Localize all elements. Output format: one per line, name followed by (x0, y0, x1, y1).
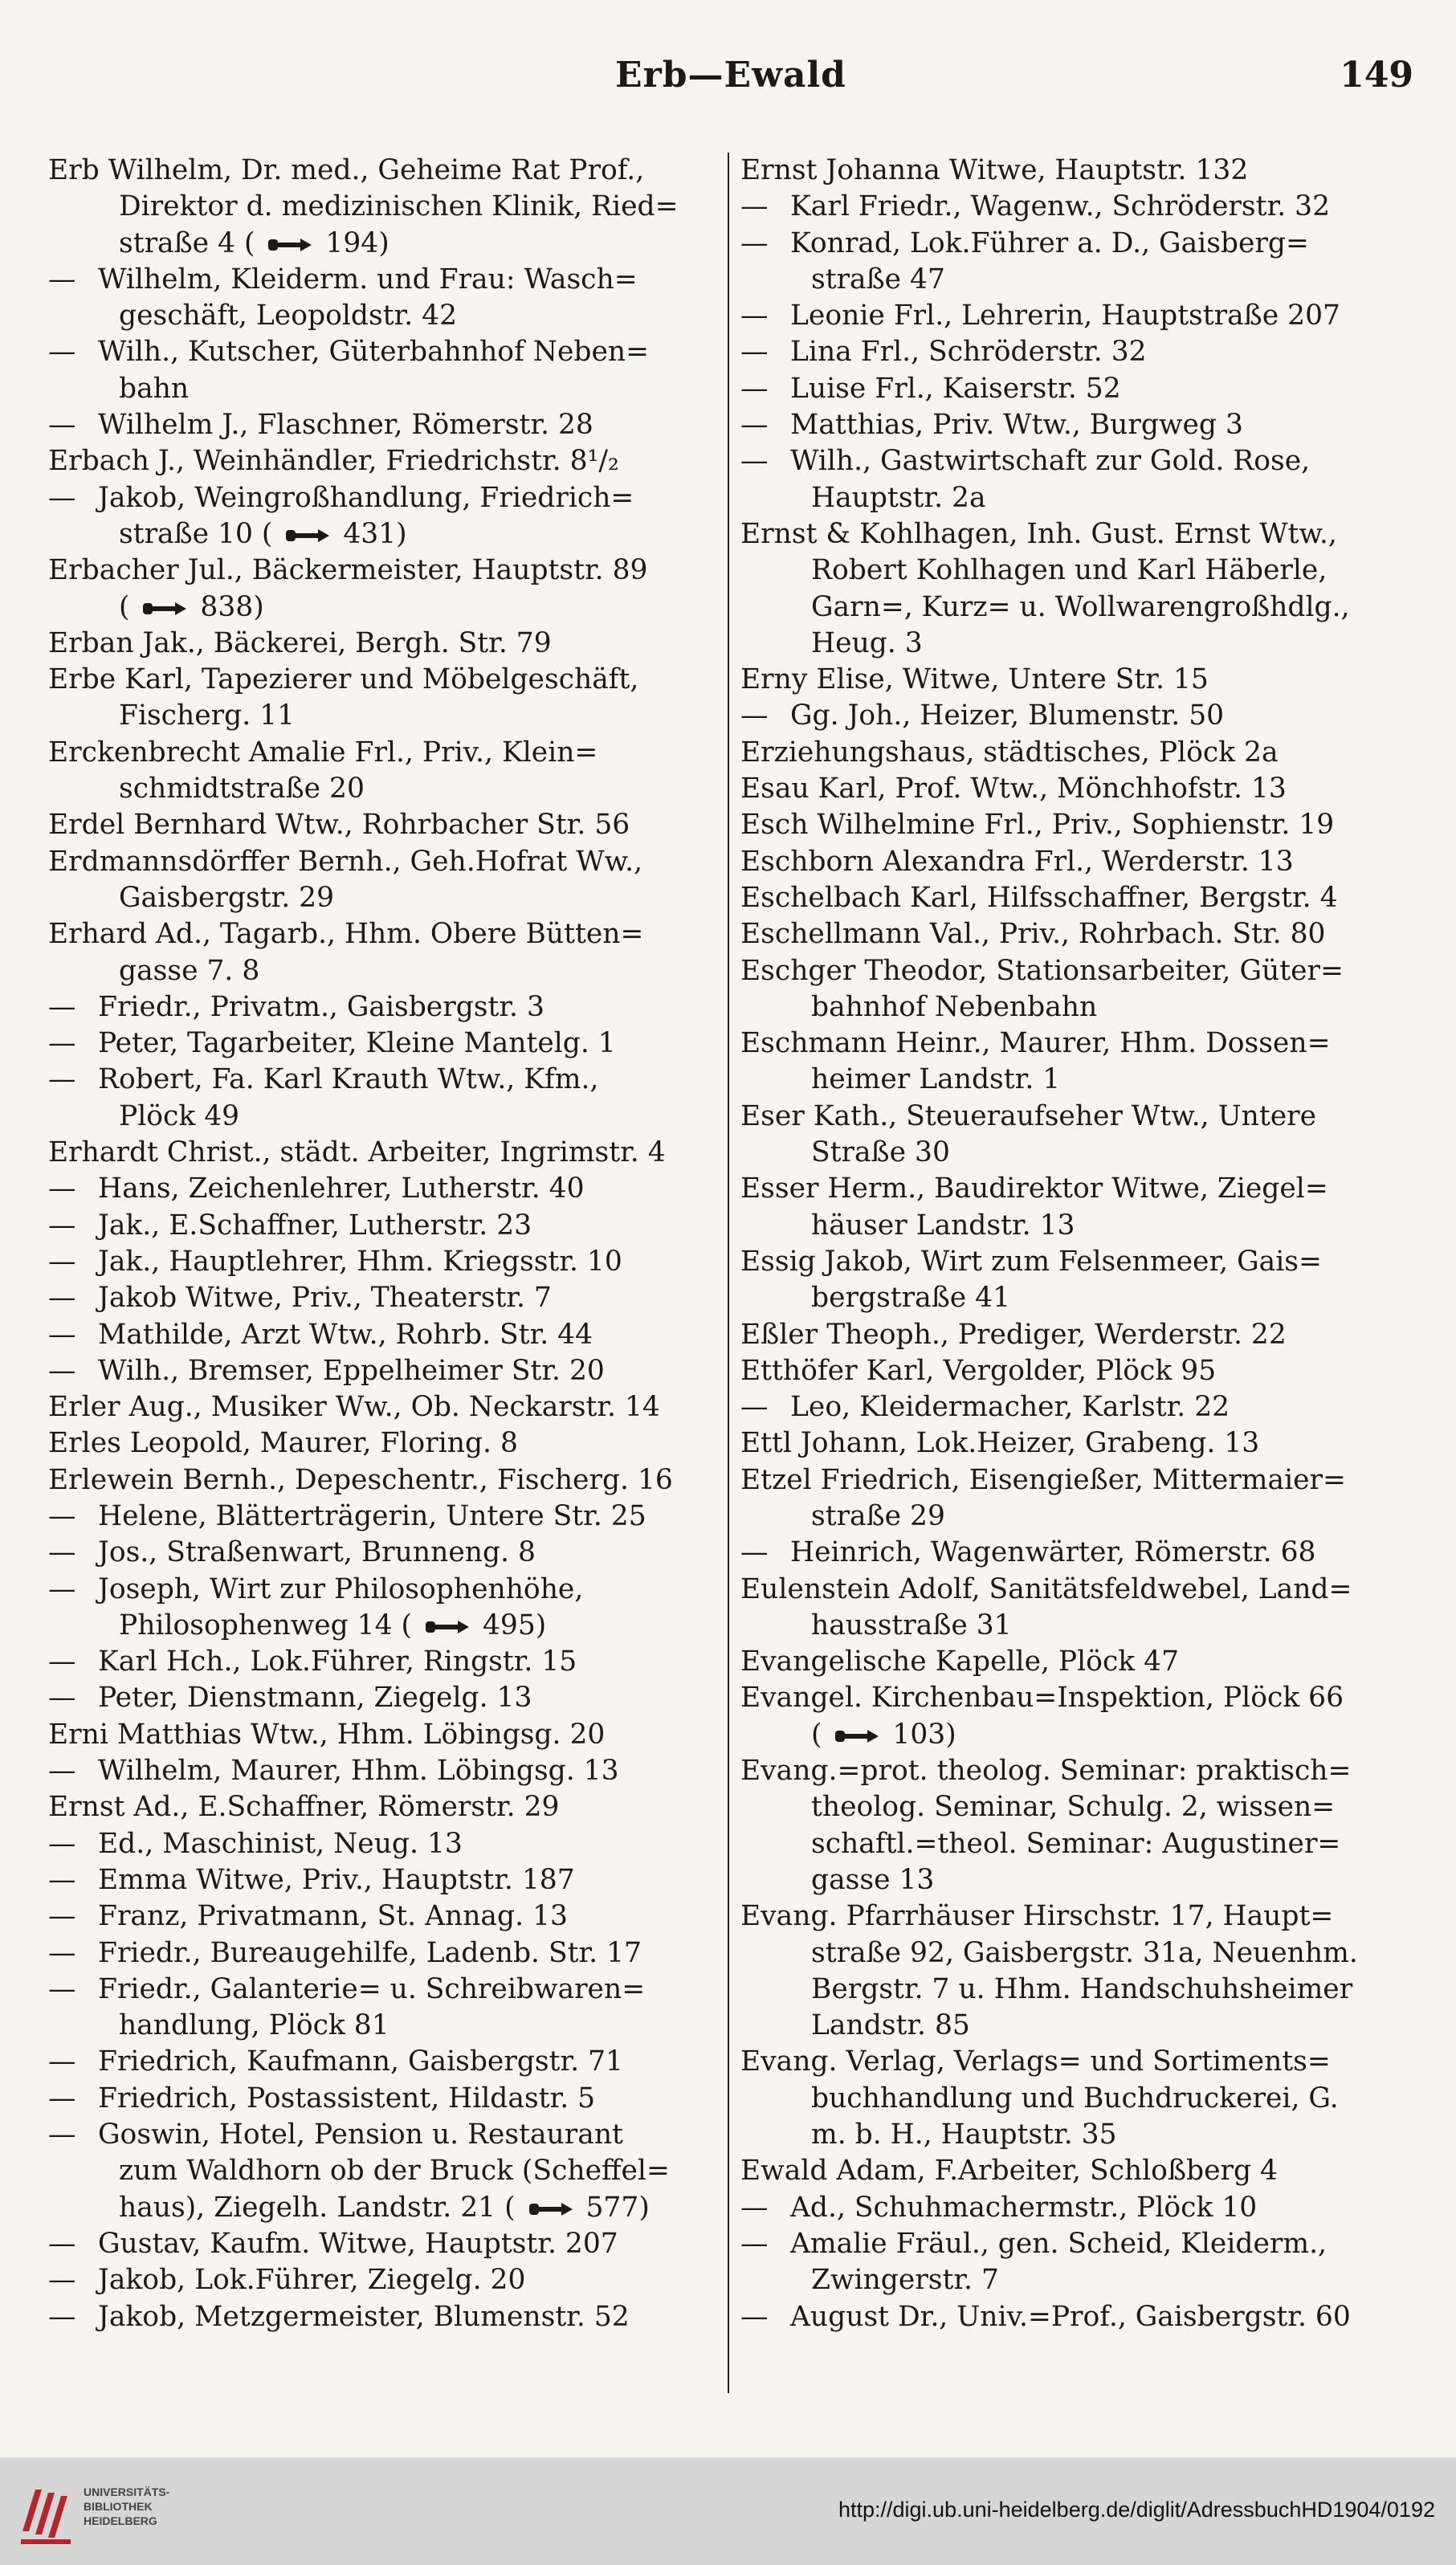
directory-entry (740, 2153, 1417, 2189)
entry-line: Friedr., Privatm., Gaisbergstr. 3 (98, 990, 544, 1023)
directory-entry (740, 1353, 1417, 1389)
entry-line: Wilhelm J., Flaschner, Römerstr. 28 (98, 409, 593, 442)
directory-entry (48, 262, 723, 335)
entry-line: Jakob, Lok.Führer, Ziegelg. 20 (98, 2264, 526, 2297)
entry-line: Leo, Kleidermacher, Karlstr. 22 (790, 1391, 1230, 1424)
directory-entry (740, 407, 1417, 443)
entry-line: Erbach J., Weinhändler, Friedrichstr. 8¹/₂ (48, 445, 619, 478)
entry-line: Erhardt Christ., städt. Arbeiter, Ingrimstr. 4 (48, 1136, 666, 1169)
entry-line: straße 4 ( 194) (119, 226, 389, 259)
right-column (740, 153, 1417, 2335)
entry-line: handlung, Plöck 81 (119, 2009, 389, 2042)
entry-line: Eulenstein Adolf, Sanitätsfeldwebel, Land= (740, 1572, 1352, 1605)
repeat-dash: — (740, 409, 769, 442)
telephone-icon (528, 2200, 574, 2218)
entry-line: straße 29 (811, 1499, 945, 1532)
directory-entry (48, 407, 723, 443)
repeat-dash: — (48, 1282, 76, 1315)
repeat-dash: — (48, 2227, 76, 2260)
directory-entry (740, 1680, 1417, 1753)
entry-line: Wilhelm, Kleiderm. und Frau: Wasch= (98, 263, 638, 296)
repeat-dash: — (48, 2082, 76, 2114)
repeat-dash: — (48, 2300, 76, 2333)
entry-line: Erziehungshaus, städtisches, Plöck 2a (740, 736, 1279, 769)
repeat-dash: — (48, 1755, 76, 1788)
repeat-dash: — (48, 1936, 76, 1969)
directory-entry (740, 1898, 1417, 2044)
entry-line: Eschmann Heinr., Maurer, Hhm. Dossen= (740, 1027, 1331, 1060)
entry-line: Plöck 49 (119, 1099, 240, 1132)
entry-line: ( 838) (119, 590, 264, 623)
directory-entry (48, 153, 723, 262)
directory-entry (48, 844, 723, 917)
entry-line: Erles Leopold, Maurer, Floring. 8 (48, 1427, 518, 1460)
directory-entry (740, 662, 1417, 698)
entry-line: haus), Ziegelh. Landstr. 21 ( 577) (119, 2191, 650, 2224)
directory-entry (48, 1572, 723, 1645)
repeat-dash: — (48, 1354, 76, 1387)
directory-entry (48, 1062, 723, 1135)
entry-line: Jak., Hauptlehrer, Hhm. Kriegsstr. 10 (98, 1245, 622, 1278)
repeat-dash: — (48, 1536, 76, 1569)
directory-entry (740, 1753, 1417, 1898)
directory-entry (48, 1317, 723, 1353)
directory-entry (48, 1425, 723, 1462)
entry-line: Konrad, Lok.Führer a. D., Gaisberg= (790, 226, 1309, 259)
entry-line: straße 10 ( 431) (119, 517, 407, 550)
university-library-logo (18, 2475, 77, 2547)
directory-entry (48, 1644, 723, 1680)
directory-entry (740, 371, 1417, 407)
entry-line: schaftl.=theol. Seminar: Augustiner= (811, 1827, 1341, 1860)
entry-line: zum Waldhorn ob der Bruck (Scheffel= (119, 2155, 670, 2188)
repeat-dash: — (48, 1827, 76, 1860)
entry-line: August Dr., Univ.=Prof., Gaisbergstr. 60 (790, 2300, 1351, 2333)
entry-line: Jakob Witwe, Priv., Theaterstr. 7 (98, 1282, 552, 1315)
library-name: UNIVERSITÄTS- BIBLIOTHEK HEIDELBERG (84, 2485, 170, 2527)
entry-line: Erni Matthias Wtw., Hhm. Löbingsg. 20 (48, 1718, 606, 1751)
directory-entry (48, 1789, 723, 1825)
entry-line: Heug. 3 (811, 626, 923, 659)
directory-entry (740, 1244, 1417, 1317)
directory-entry (48, 1717, 723, 1753)
directory-entry (48, 735, 723, 808)
directory-entry (48, 807, 723, 843)
entry-line: schmidtstraße 20 (119, 773, 365, 805)
directory-entry (48, 1753, 723, 1789)
entry-line: Friedr., Galanterie= u. Schreibwaren= (98, 1972, 646, 2005)
directory-entry (740, 334, 1417, 370)
entry-line: Ernst Johanna Witwe, Hauptstr. 132 (740, 154, 1249, 186)
entry-line: ( 103) (811, 1718, 956, 1751)
directory-entry (48, 334, 723, 407)
entry-line: Karl Friedr., Wagenw., Schröderstr. 32 (790, 190, 1331, 223)
entry-line: Erler Aug., Musiker Ww., Ob. Neckarstr. 14 (48, 1391, 660, 1424)
entry-line: Direktor d. medizinischen Klinik, Ried= (119, 190, 679, 223)
directory-entry (48, 2081, 723, 2117)
entry-line: Mathilde, Arzt Wtw., Rohrb. Str. 44 (98, 1318, 593, 1351)
entry-line: Robert Kohlhagen und Karl Häberle, (811, 554, 1328, 587)
directory-entry (740, 1389, 1417, 1425)
entry-line: Heinrich, Wagenwärter, Römerstr. 68 (790, 1536, 1316, 1569)
entry-line: Erban Jak., Bäckerei, Bergh. Str. 79 (48, 626, 552, 659)
repeat-dash: — (740, 1391, 769, 1424)
directory-entry (740, 226, 1417, 299)
repeat-dash: — (48, 1972, 76, 2005)
entry-line: bahnhof Nebenbahn (811, 990, 1098, 1023)
entry-line: Erdmannsdörffer Bernh., Geh.Hofrat Ww., (48, 845, 643, 878)
entry-line: Peter, Tagarbeiter, Kleine Mantelg. 1 (98, 1027, 616, 1060)
entry-line: Amalie Fräul., gen. Scheid, Kleiderm., (790, 2227, 1327, 2260)
entry-line: Ed., Maschinist, Neug. 13 (98, 1827, 463, 1860)
entry-line: Emma Witwe, Priv., Hauptstr. 187 (98, 1863, 575, 1896)
entry-line: Robert, Fa. Karl Krauth Wtw., Kfm., (98, 1063, 599, 1096)
entry-line: Erbe Karl, Tapezierer und Möbelgeschäft, (48, 663, 639, 696)
directory-entry (48, 443, 723, 479)
directory-entry (48, 1244, 723, 1280)
directory-entry (48, 916, 723, 989)
directory-entry (740, 2190, 1417, 2226)
directory-entry (48, 2299, 723, 2335)
entry-line: Etthöfer Karl, Vergolder, Plöck 95 (740, 1354, 1217, 1387)
footer-bar (0, 2457, 1456, 2565)
directory-entry (740, 443, 1417, 516)
directory-entry (48, 1972, 723, 2045)
directory-entry (48, 1826, 723, 1862)
directory-entry (48, 1680, 723, 1716)
repeat-dash: — (48, 1063, 76, 1096)
entry-line: buchhandlung und Buchdruckerei, G. (811, 2082, 1339, 2114)
telephone-icon (834, 1727, 880, 1745)
directory-entry (48, 989, 723, 1026)
column-divider (728, 153, 729, 2393)
entry-line: Jakob, Weingroßhandlung, Friedrich= (98, 481, 634, 514)
entry-line: gasse 13 (811, 1863, 935, 1896)
entry-line: Erhard Ad., Tagarb., Hhm. Obere Bütten= (48, 918, 644, 951)
entry-line: heimer Landstr. 1 (811, 1063, 1061, 1096)
entry-line: Esser Herm., Baudirektor Witwe, Ziegel= (740, 1172, 1328, 1205)
repeat-dash: — (740, 336, 769, 369)
directory-entry (48, 1535, 723, 1571)
telephone-icon (284, 527, 331, 544)
directory-entry (740, 1572, 1417, 1645)
entry-line: Peter, Dienstmann, Ziegelg. 13 (98, 1682, 532, 1715)
entry-line: m. b. H., Hauptstr. 35 (811, 2118, 1117, 2151)
directory-entry (740, 916, 1417, 952)
repeat-dash: — (740, 226, 769, 259)
entry-line: Erdel Bernhard Wtw., Rohrbacher Str. 56 (48, 809, 630, 842)
directory-entry (48, 1862, 723, 1898)
entry-line: Erb Wilhelm, Dr. med., Geheime Rat Prof., (48, 154, 645, 186)
entry-line: Friedrich, Kaufmann, Gaisbergstr. 71 (98, 2045, 624, 2078)
entry-line: Philosophenweg 14 ( 495) (119, 1609, 547, 1641)
entry-line: Ettl Johann, Lok.Heizer, Grabeng. 13 (740, 1427, 1260, 1460)
entry-line: Luise Frl., Kaiserstr. 52 (790, 372, 1121, 405)
repeat-dash: — (48, 1209, 76, 1242)
telephone-icon (424, 1618, 471, 1636)
page-title: Erb—Ewald (615, 55, 846, 96)
entry-line: Karl Hch., Lok.Führer, Ringstr. 15 (98, 1645, 577, 1678)
entry-line: Joseph, Wirt zur Philosophenhöhe, (98, 1572, 584, 1605)
entry-line: Landstr. 85 (811, 2009, 970, 2042)
repeat-dash: — (48, 1645, 76, 1678)
source-url[interactable]: http://digi.ub.uni-heidelberg.de/diglit/AdressbuchHD1904/0192 (838, 2498, 1435, 2522)
repeat-dash: — (48, 1682, 76, 1715)
entry-line: Eßler Theoph., Prediger, Werderstr. 22 (740, 1318, 1287, 1351)
directory-entry (48, 2262, 723, 2298)
entry-line: Erckenbrecht Amalie Frl., Priv., Klein= (48, 736, 598, 769)
entry-line: Franz, Privatmann, St. Annag. 13 (98, 1900, 568, 1933)
directory-entry (740, 1317, 1417, 1353)
repeat-dash: — (740, 372, 769, 405)
repeat-dash: — (740, 2227, 769, 2260)
repeat-dash: — (48, 1863, 76, 1896)
directory-entry (48, 1499, 723, 1535)
directory-entry (740, 771, 1417, 807)
entry-line: Ernst & Kohlhagen, Inh. Gust. Ernst Wtw., (740, 517, 1337, 550)
repeat-dash: — (48, 2264, 76, 2297)
entry-line: Helene, Blätterträgerin, Untere Str. 25 (98, 1499, 646, 1532)
directory-entry (48, 626, 723, 662)
directory-entry (740, 298, 1417, 334)
directory-entry (48, 1280, 723, 1316)
entry-line: gasse 7. 8 (119, 954, 260, 987)
directory-entry (740, 516, 1417, 662)
entry-line: Eschelbach Karl, Hilfsschaffner, Bergstr. 4 (740, 881, 1338, 914)
repeat-dash: — (48, 1245, 76, 1278)
repeat-dash: — (48, 2045, 76, 2078)
directory-entry (740, 1099, 1417, 1172)
directory-entry (740, 1535, 1417, 1571)
entry-line: Jos., Straßenwart, Brunneng. 8 (98, 1536, 536, 1569)
directory-entry (48, 2226, 723, 2262)
entry-line: Hauptstr. 2a (811, 481, 986, 514)
repeat-dash: — (740, 2191, 769, 2224)
telephone-icon (267, 236, 313, 254)
directory-entry (740, 953, 1417, 1026)
entry-line: Zwingerstr. 7 (811, 2264, 999, 2297)
entry-line: Evang. Pfarrhäuser Hirschstr. 17, Haupt= (740, 1900, 1334, 1933)
entry-line: straße 47 (811, 263, 945, 296)
directory-entry (48, 1026, 723, 1062)
entry-line: geschäft, Leopoldstr. 42 (119, 300, 458, 332)
directory-entry (740, 2226, 1417, 2299)
entry-line: Garn=, Kurz= u. Wollwarengroßhdlg., (811, 590, 1350, 623)
directory-entry (740, 880, 1417, 916)
repeat-dash: — (48, 1900, 76, 1933)
entry-line: Goswin, Hotel, Pension u. Restaurant (98, 2118, 623, 2151)
entry-line: Eschger Theodor, Stationsarbeiter, Güter= (740, 954, 1344, 987)
repeat-dash: — (48, 1172, 76, 1205)
entry-line: Eser Kath., Steueraufseher Wtw., Untere (740, 1099, 1317, 1132)
entry-line: bergstraße 41 (811, 1282, 1011, 1315)
repeat-dash: — (740, 1536, 769, 1569)
page-header (48, 55, 1413, 111)
directory-entry (48, 1353, 723, 1389)
entry-line: Friedrich, Postassistent, Hildastr. 5 (98, 2082, 596, 2114)
repeat-dash: — (48, 336, 76, 369)
entry-line: Straße 30 (811, 1136, 950, 1169)
entry-line: Erbacher Jul., Bäckermeister, Hauptstr. 89 (48, 554, 648, 587)
entry-line: theolog. Seminar, Schulg. 2, wissen= (811, 1791, 1336, 1824)
entry-line: Wilhelm, Maurer, Hhm. Löbingsg. 13 (98, 1755, 619, 1788)
directory-entry (48, 480, 723, 553)
directory-entry (48, 553, 723, 626)
entry-line: Erny Elise, Witwe, Untere Str. 15 (740, 663, 1209, 696)
directory-entry (740, 698, 1417, 734)
repeat-dash: — (48, 1318, 76, 1351)
directory-entry (740, 807, 1417, 843)
repeat-dash: — (740, 445, 769, 478)
telephone-icon (141, 600, 188, 618)
entry-line: Evang.=prot. theolog. Seminar: praktisch= (740, 1755, 1352, 1788)
entry-line: Jakob, Metzgermeister, Blumenstr. 52 (98, 2300, 630, 2333)
directory-entry (48, 1389, 723, 1425)
entry-line: Leonie Frl., Lehrerin, Hauptstraße 207 (790, 300, 1340, 332)
entry-line: straße 92, Gaisbergstr. 31a, Neuenhm. (811, 1936, 1358, 1969)
directory-entry (48, 1898, 723, 1935)
repeat-dash: — (48, 1572, 76, 1605)
directory-entry (48, 1208, 723, 1244)
directory-entry (48, 1462, 723, 1499)
directory-entry (48, 1171, 723, 1207)
entry-line: Gg. Joh., Heizer, Blumenstr. 50 (790, 699, 1225, 732)
directory-entry (740, 1171, 1417, 1244)
entry-line: Ernst Ad., E.Schaffner, Römerstr. 29 (48, 1791, 560, 1824)
directory-entry (48, 1135, 723, 1171)
directory-entry (48, 2044, 723, 2080)
entry-line: Jak., E.Schaffner, Lutherstr. 23 (98, 1209, 532, 1242)
directory-entry (740, 844, 1417, 880)
entry-line: Matthias, Priv. Wtw., Burgweg 3 (790, 409, 1243, 442)
entry-line: Evang. Verlag, Verlags= und Sortiments= (740, 2045, 1331, 2078)
directory-entry (740, 1644, 1417, 1680)
repeat-dash: — (740, 699, 769, 732)
entry-line: Ewald Adam, F.Arbeiter, Schloßberg 4 (740, 2155, 1278, 2188)
repeat-dash: — (48, 1027, 76, 1060)
entry-line: Hans, Zeichenlehrer, Lutherstr. 40 (98, 1172, 585, 1205)
entry-line: Wilh., Kutscher, Güterbahnhof Neben= (98, 336, 650, 369)
entry-line: Eschellmann Val., Priv., Rohrbach. Str. 80 (740, 918, 1326, 951)
entry-line: Etzel Friedrich, Eisengießer, Mittermaier= (740, 1463, 1346, 1496)
directory-entry (740, 1462, 1417, 1535)
entry-line: hausstraße 31 (811, 1609, 1012, 1641)
directory-entry (740, 1026, 1417, 1099)
directory-entry (740, 735, 1417, 771)
repeat-dash: — (48, 481, 76, 514)
repeat-dash: — (48, 1499, 76, 1532)
repeat-dash: — (48, 990, 76, 1023)
directory-entry (740, 2044, 1417, 2153)
entry-line: Evangelische Kapelle, Plöck 47 (740, 1645, 1180, 1678)
entry-line: Esau Karl, Prof. Wtw., Mönchhofstr. 13 (740, 773, 1287, 805)
entry-line: Gaisbergstr. 29 (119, 881, 335, 914)
directory-entry (48, 2117, 723, 2226)
directory-entry (48, 1935, 723, 1972)
left-column (48, 153, 723, 2335)
entry-line: Fischerg. 11 (119, 699, 296, 732)
entry-line: Erlewein Bernh., Depeschentr., Fischerg. 16 (48, 1463, 673, 1496)
repeat-dash: — (48, 263, 76, 296)
entry-line: häuser Landstr. 13 (811, 1209, 1075, 1242)
entry-line: Wilh., Bremser, Eppelheimer Str. 20 (98, 1354, 605, 1387)
directory-entry (48, 662, 723, 735)
repeat-dash: — (48, 409, 76, 442)
entry-line: Bergstr. 7 u. Hhm. Handschuhsheimer (811, 1972, 1353, 2005)
entry-line: Friedr., Bureaugehilfe, Ladenb. Str. 17 (98, 1936, 642, 1969)
entry-line: Esch Wilhelmine Frl., Priv., Sophienstr. 19 (740, 809, 1335, 842)
repeat-dash: — (740, 300, 769, 332)
entry-line: Lina Frl., Schröderstr. 32 (790, 336, 1147, 369)
directory-entry (740, 153, 1417, 189)
repeat-dash: — (48, 2118, 76, 2151)
entry-line: bahn (119, 372, 190, 405)
repeat-dash: — (740, 190, 769, 223)
entry-line: Gustav, Kaufm. Witwe, Hauptstr. 207 (98, 2227, 618, 2260)
repeat-dash: — (740, 2300, 769, 2333)
directory-entry (740, 189, 1417, 225)
entry-line: Essig Jakob, Wirt zum Felsenmeer, Gais= (740, 1245, 1322, 1278)
entry-line: Wilh., Gastwirtschaft zur Gold. Rose, (790, 445, 1311, 478)
entry-line: Eschborn Alexandra Frl., Werderstr. 13 (740, 845, 1294, 878)
directory-entry (740, 2299, 1417, 2335)
entry-line: Ad., Schuhmachermstr., Plöck 10 (790, 2191, 1258, 2224)
entry-line: Evangel. Kirchenbau=Inspektion, Plöck 66 (740, 1682, 1344, 1715)
directory-entry (740, 1425, 1417, 1462)
page-number: 149 (1340, 55, 1413, 96)
